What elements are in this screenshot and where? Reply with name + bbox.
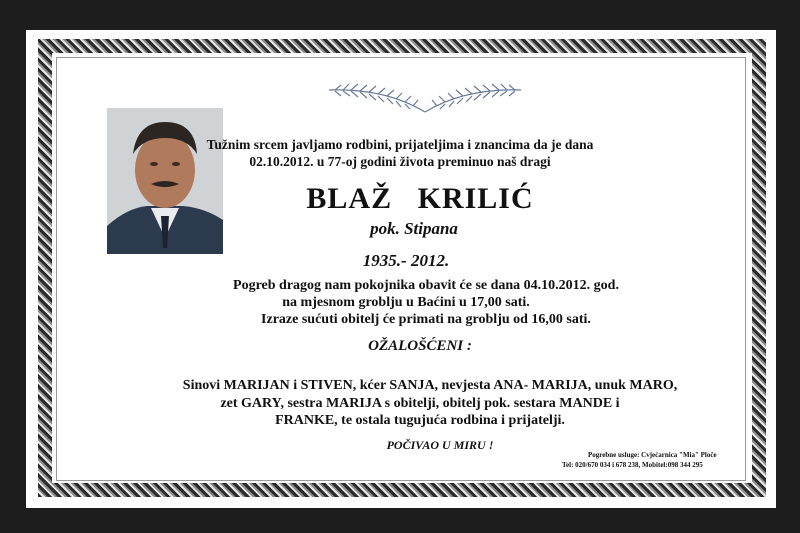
deceased-name: BLAŽ KRILIĆ [306, 182, 534, 215]
mourners-heading: OŽALOŠĆENI : [368, 338, 472, 354]
funeral-line-3: Izraze sućuti obitelj će primati na groblju od 16,00 sati. [261, 312, 591, 327]
life-years: 1935.- 2012. [362, 251, 450, 270]
intro-line-1: Tužnim srcem javljamo rodbini, prijateljima i znancima da je dana [206, 137, 594, 152]
mourners-line-3: FRANKE, te ostala tugujuća rodbina i prijatelji. [275, 413, 565, 428]
funeral-line-1: Pogreb dragog nam pokojnika obavit će se dana 04.10.2012. god. [233, 278, 619, 293]
closing-phrase: POČIVAO U MIRU ! [386, 438, 494, 452]
mourners-line-1: Sinovi MARIJAN i STIVEN, kćer SANJA, nevjesta ANA- MARIJA, unuk MARO, [182, 378, 678, 393]
palm-branch-ornament [325, 82, 525, 118]
funeral-line-2: na mjesnom groblju u Baćini u 17,00 sati. [282, 295, 530, 310]
father-name: pok. Stipana [370, 219, 458, 238]
footer-contact: Tel: 020/670 034 i 678 238, Mobitel:098 344 295 [562, 461, 703, 469]
mourners-line-2: zet GARY, sestra MARIJA s obitelji, obitelj pok. sestara MANDE i [220, 396, 620, 411]
intro-line-2: 02.10.2012. u 77-oj godini života preminuo naš dragi [249, 154, 551, 169]
footer-funeral-service: Pogrebne usluge: Cvjećarnica "Mia" Ploče [588, 451, 717, 459]
